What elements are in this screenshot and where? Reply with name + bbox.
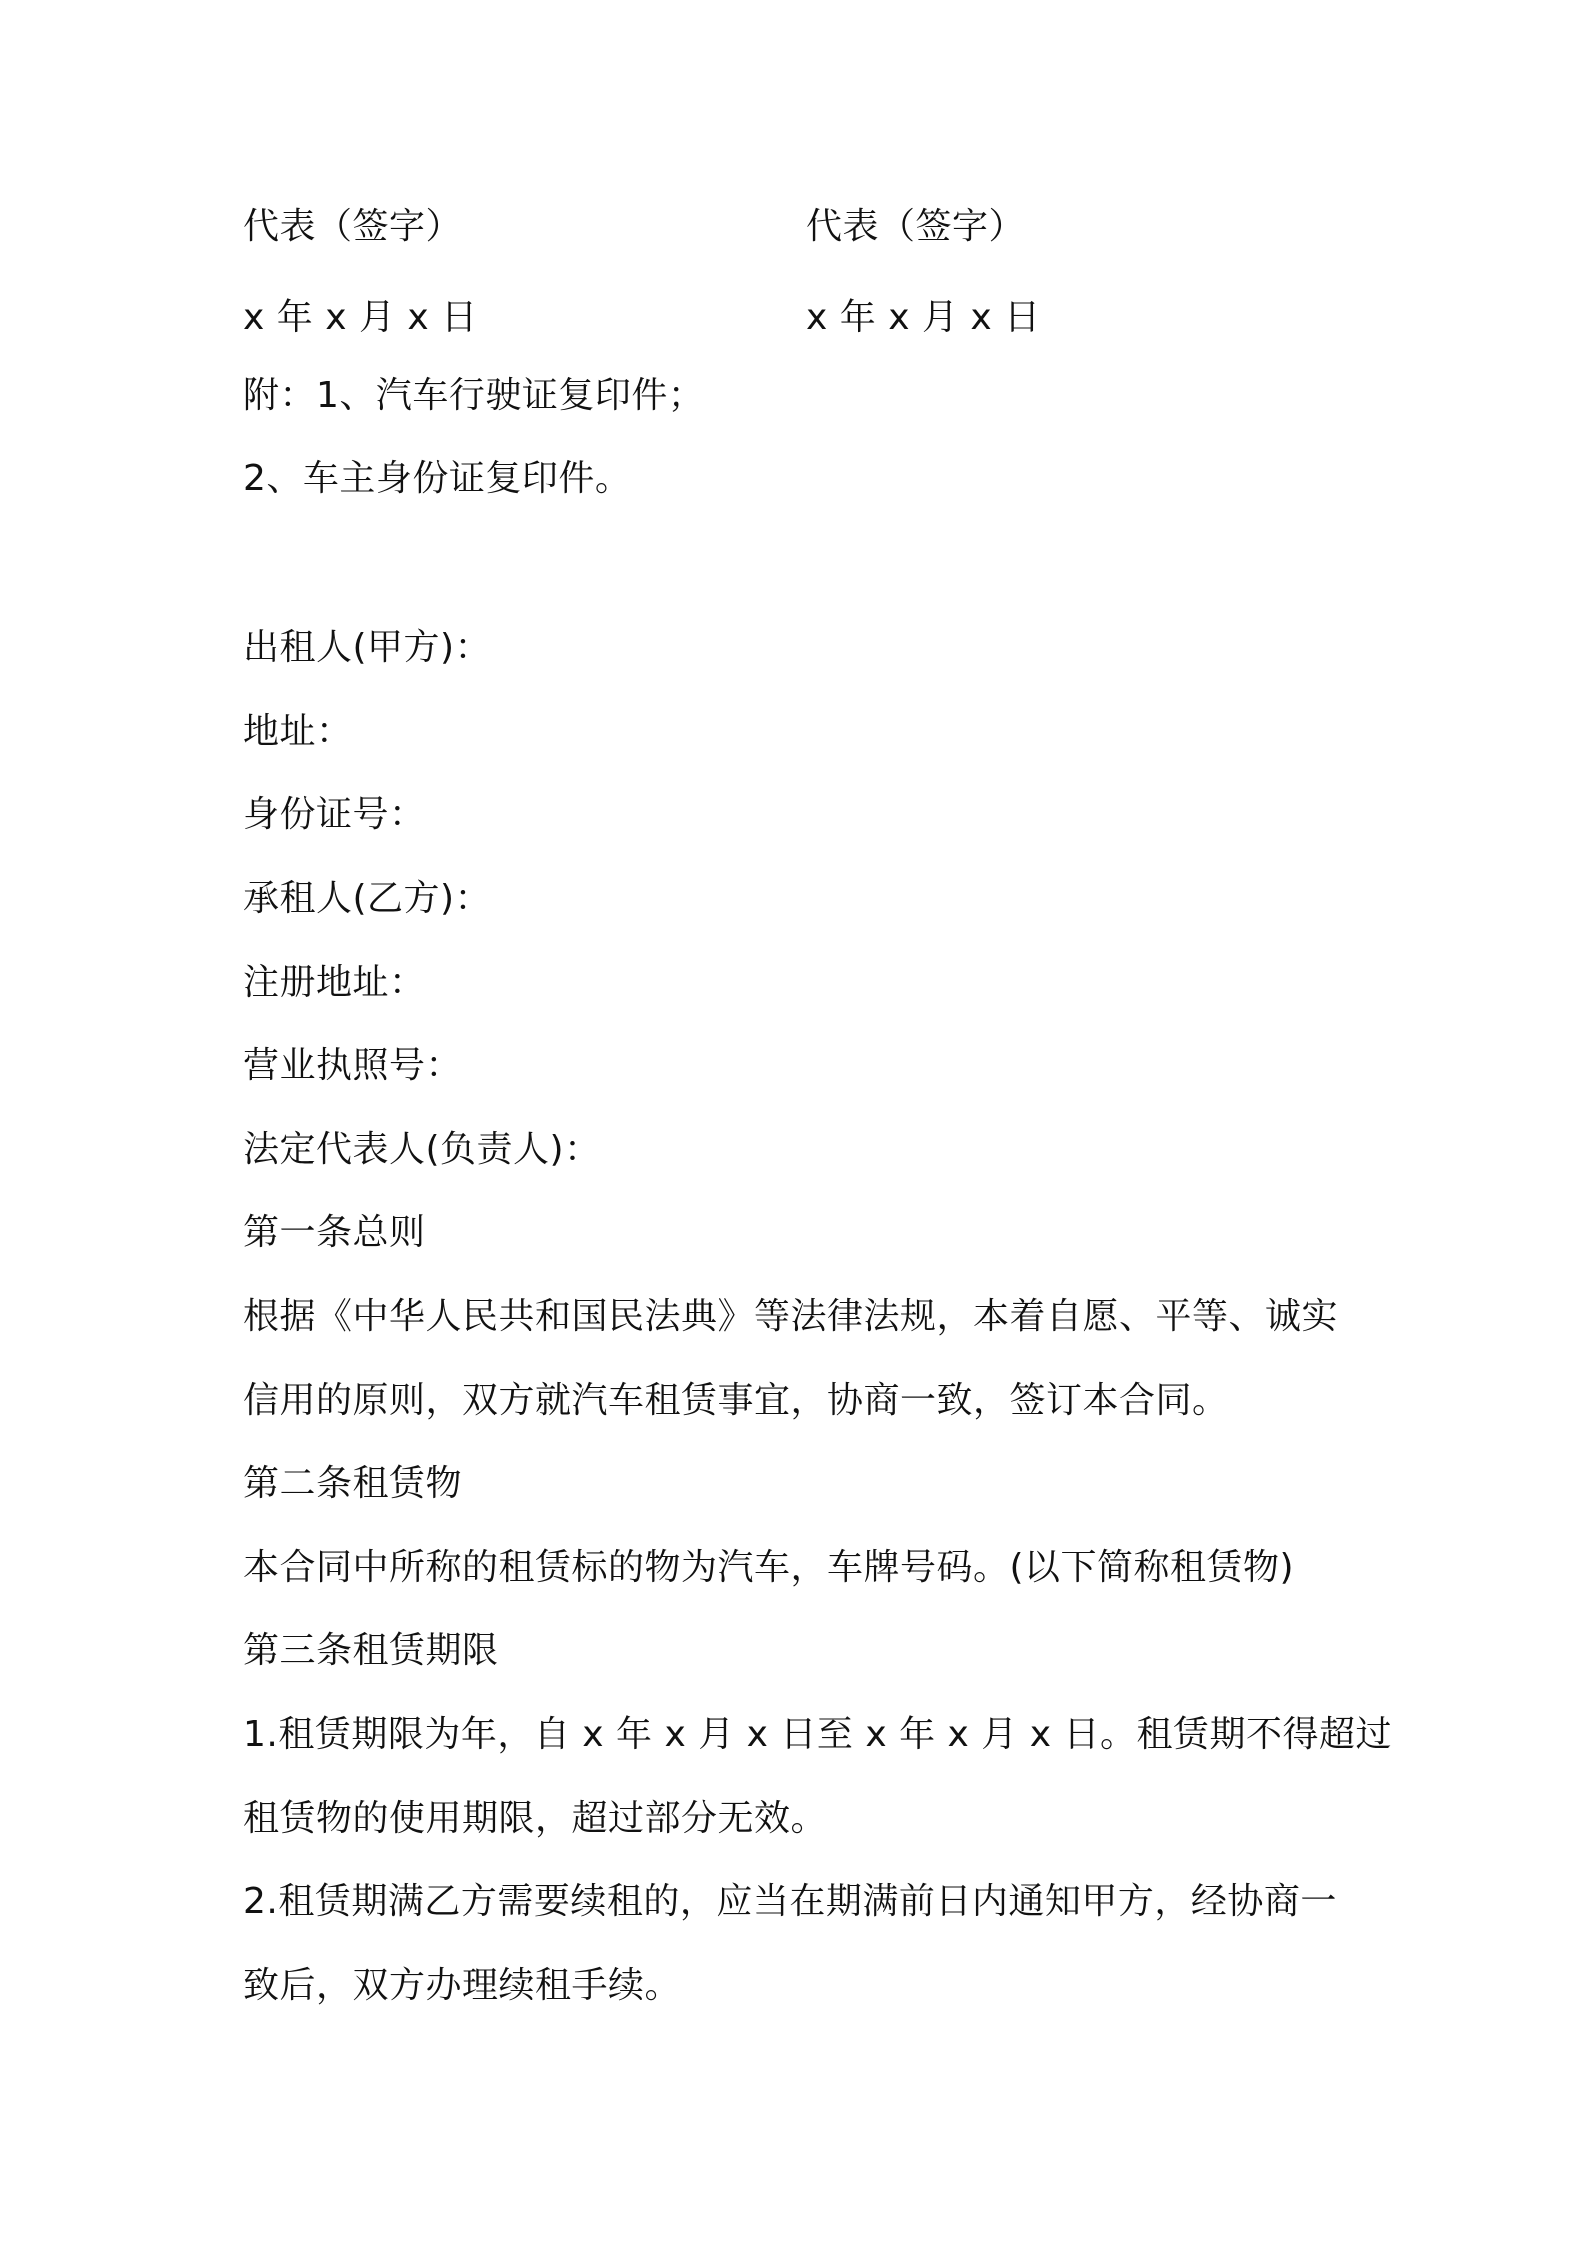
right-representative-signature: 代表（签字） bbox=[806, 206, 1026, 247]
article-1-text-line-2: 信用的原则，双方就汽车租赁事宜，协商一致，签订本合同。 bbox=[243, 1380, 1229, 1421]
article-2-title: 第二条租赁物 bbox=[243, 1463, 463, 1504]
left-representative-signature: 代表（签字） bbox=[243, 206, 463, 247]
article-3-title: 第三条租赁期限 bbox=[243, 1630, 499, 1671]
article-3-clause-2-line-1: 2.租赁期满乙方需要续租的，应当在期满前日内通知甲方，经协商一 bbox=[243, 1881, 1337, 1922]
article-3-clause-2-line-2: 致后，双方办理续租手续。 bbox=[243, 1965, 682, 2006]
right-signature-date: x 年 x 月 x 日 bbox=[806, 297, 1041, 338]
article-3-clause-1-line-2: 租赁物的使用期限，超过部分无效。 bbox=[243, 1798, 828, 1839]
id-number-label: 身份证号： bbox=[243, 794, 426, 835]
article-1-title: 第一条总则 bbox=[243, 1212, 426, 1253]
lessee-label: 承租人(乙方)： bbox=[243, 878, 492, 919]
address-label: 地址： bbox=[243, 711, 353, 752]
article-2-text-line-1: 本合同中所称的租赁标的物为汽车，车牌号码。(以下简称租赁物) bbox=[243, 1547, 1295, 1588]
left-signature-date: x 年 x 月 x 日 bbox=[243, 297, 478, 338]
attachment-item-2: 2、车主身份证复印件。 bbox=[243, 458, 632, 499]
lessor-label: 出租人(甲方)： bbox=[243, 627, 492, 668]
attachment-item-1: 附：1、汽车行驶证复印件； bbox=[243, 375, 705, 416]
legal-representative-label: 法定代表人(负责人)： bbox=[243, 1129, 601, 1170]
registered-address-label: 注册地址： bbox=[243, 962, 426, 1003]
business-license-label: 营业执照号： bbox=[243, 1045, 463, 1086]
article-1-text-line-1: 根据《中华人民共和国民法典》等法律法规，本着自愿、平等、诚实 bbox=[243, 1296, 1339, 1337]
article-3-clause-1-line-1: 1.租赁期限为年，自 x 年 x 月 x 日至 x 年 x 月 x 日。租赁期不得超过 bbox=[243, 1714, 1392, 1755]
